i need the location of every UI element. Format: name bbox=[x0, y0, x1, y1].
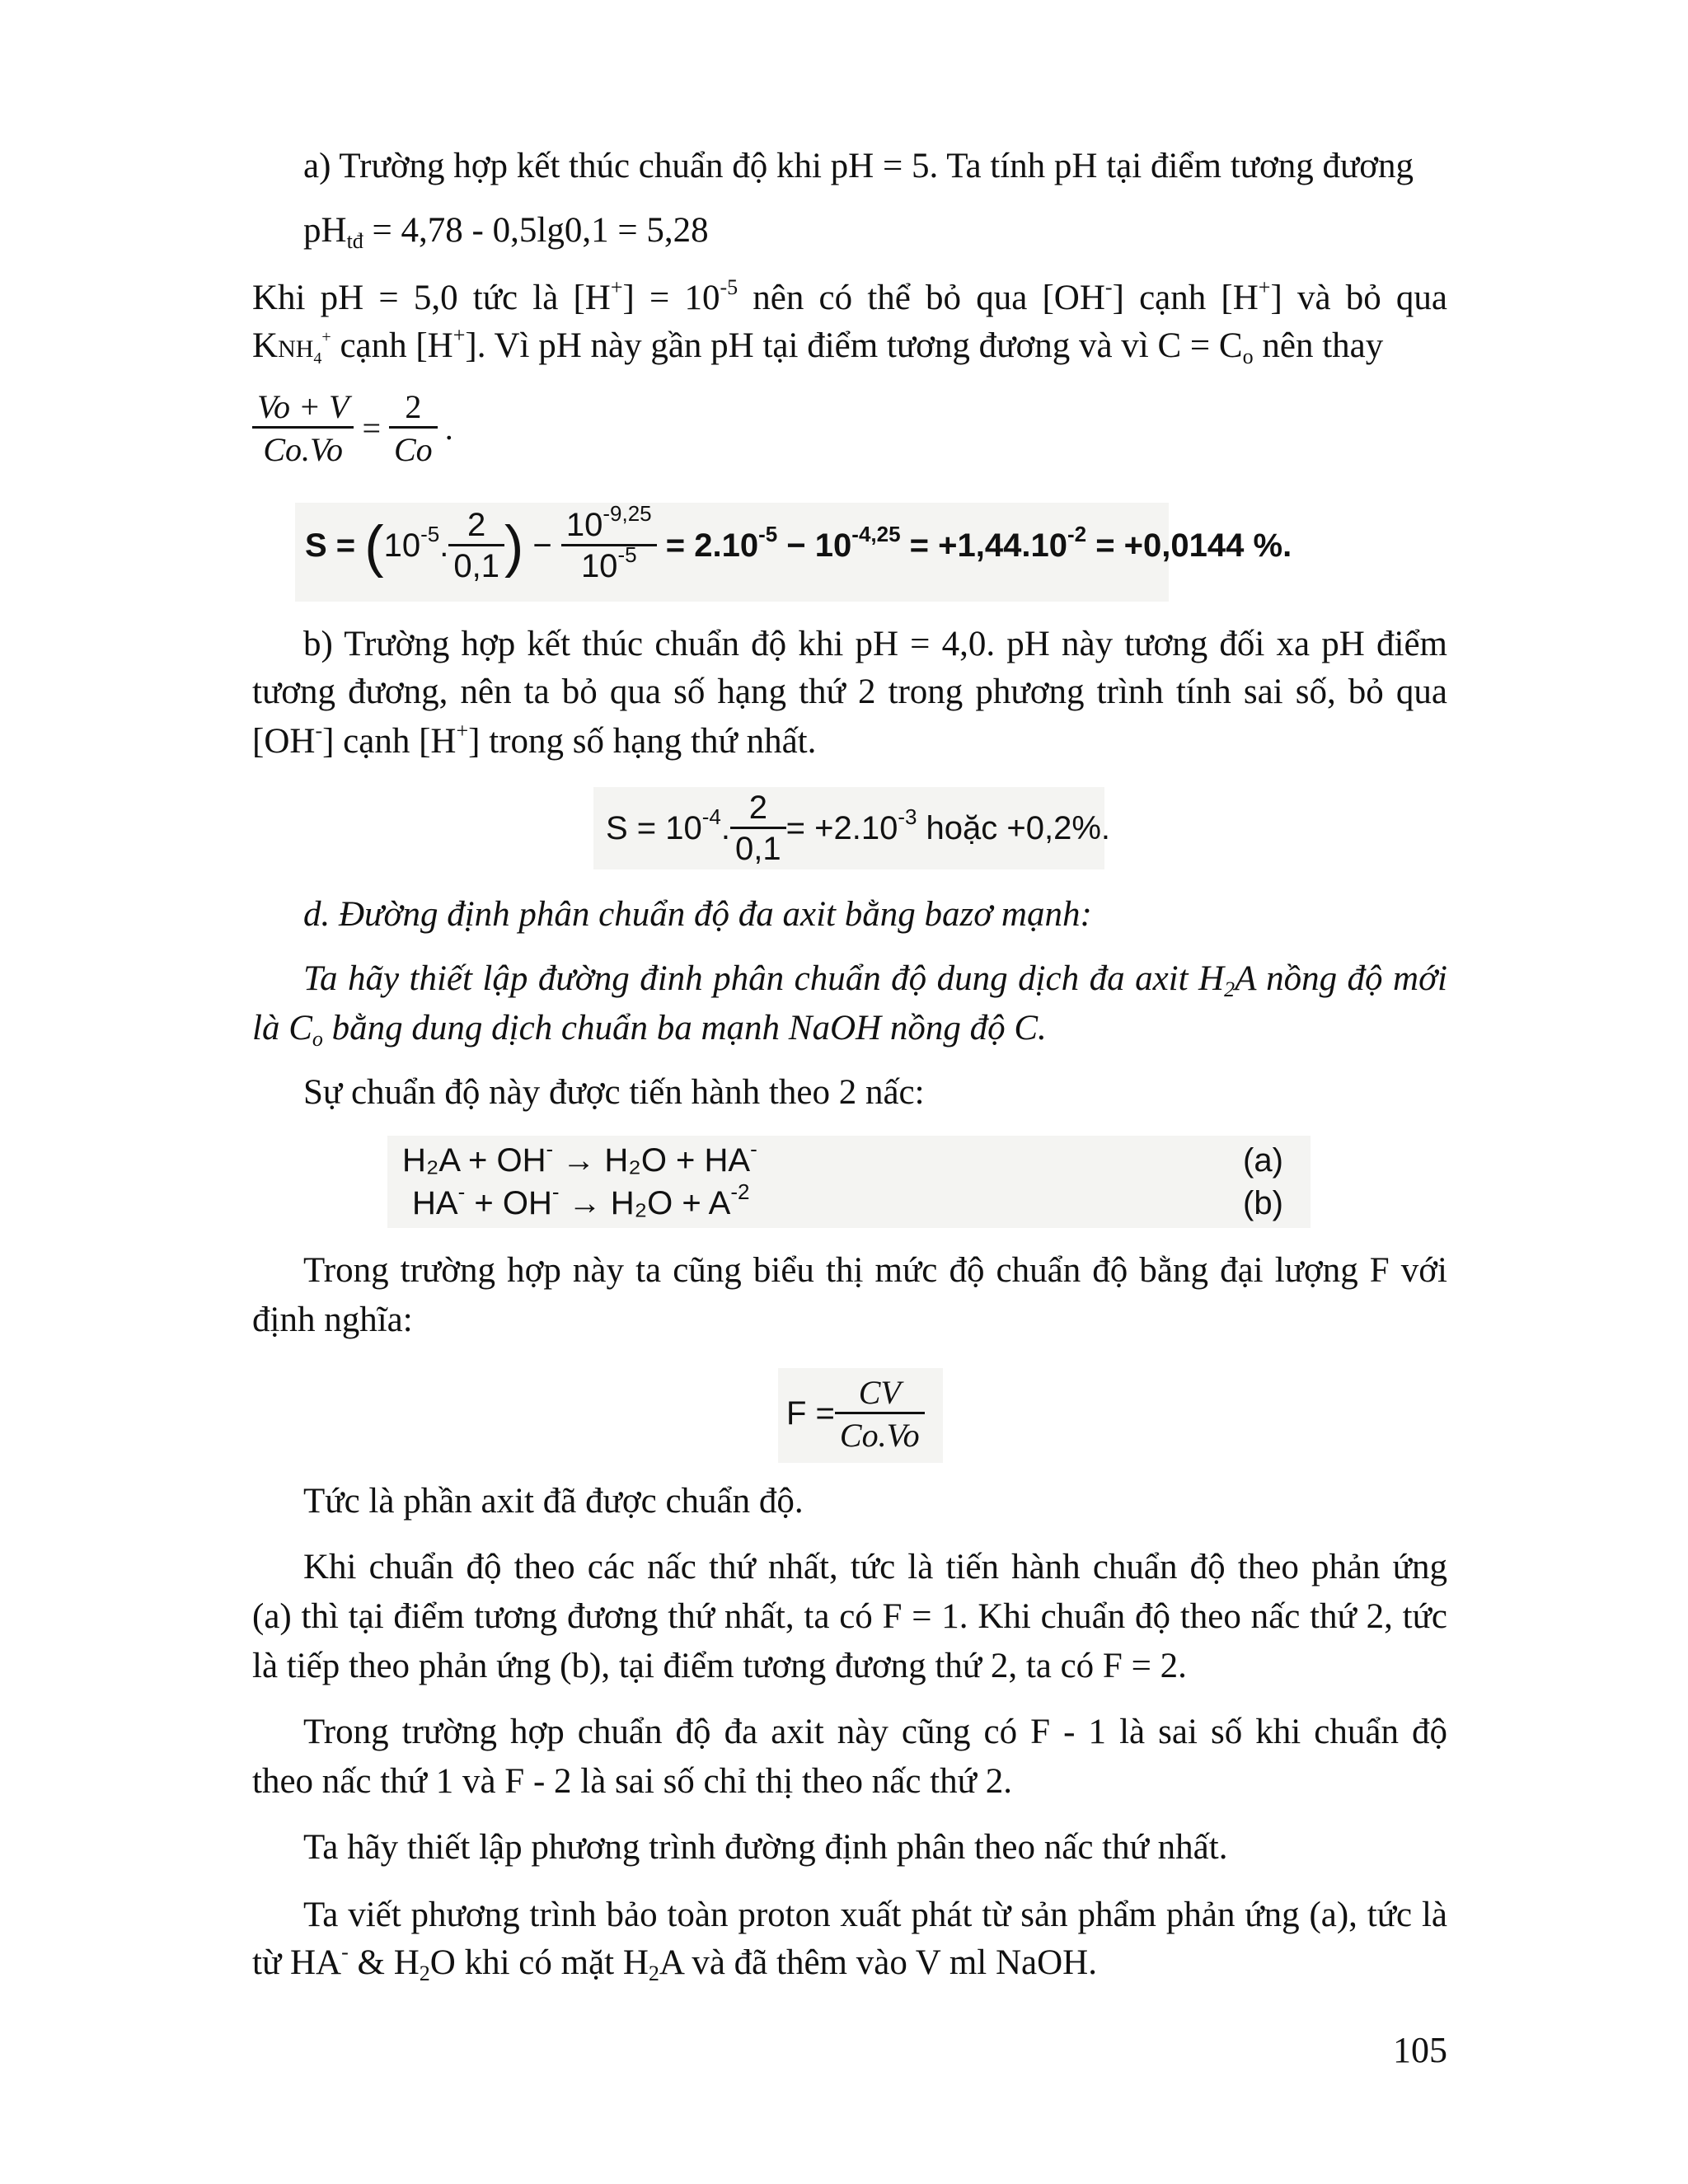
paragraph-line: là tiếp theo phản ứng (b), tại điểm tương đương thứ 2, ta có F = 2. bbox=[252, 1647, 1187, 1685]
paragraph-line: Sự chuẩn độ này được tiến hành theo 2 nấc: bbox=[303, 1073, 925, 1112]
paragraph-line: định nghĩa: bbox=[252, 1301, 413, 1339]
paragraph-line: Ta hãy thiết lập đường đinh phân chuẩn độ dung dịch đa axit $H_2A$ nồng độ mới bbox=[303, 959, 1447, 1001]
reaction-a-tag: (a) bbox=[1243, 1142, 1283, 1179]
section-a-intro: a) Trường hợp kết thúc chuẩn độ khi pH = 5. Ta tính pH tại điểm tương đương bbox=[303, 147, 1414, 185]
paragraph-line: Ta viết phương trình bảo toàn proton xuất phát từ sản phẩm phản ứng (a), tức là bbox=[303, 1896, 1447, 1934]
paragraph-line: $KNH_4^+$ cạnh [H+]. Vì pH này gần pH tại điểm tương đương và vì $C = C_o$ nên thay bbox=[252, 323, 1384, 368]
page-number: 105 bbox=[1393, 2030, 1447, 2070]
paragraph-line: b) Trường hợp kết thúc chuẩn độ khi pH = 4,0. pH này tương đối xa pH điểm bbox=[303, 625, 1447, 663]
error-equation-a: $S = (10^{-5}$. $\frac{2}{0,1}$ ) − $\frac{10^{-9,25}}{10^{-5}}$ = $2.10^{-5} - 10^{-4,25} = +1,44.10^{-2} = +0,0144$ %. bbox=[305, 501, 1292, 584]
paragraph-line: Ta hãy thiết lập phương trình đường định phân theo nấc thứ nhất. bbox=[303, 1828, 1228, 1867]
paragraph-line: [OH-] cạnh [H+] trong số hạng thứ nhất. bbox=[252, 719, 817, 761]
substitution-fraction: $\frac{Vo + V}{Co.Vo}$ = $\frac{2}{Co}$ . bbox=[252, 387, 454, 469]
reaction-b: $HA^- + OH^- \to H_2O + A^{-2}$ bbox=[412, 1179, 750, 1221]
paragraph-line: Trong trường hợp này ta cũng biểu thị mức độ chuẩn độ bằng đại lượng F với bbox=[303, 1251, 1447, 1290]
error-equation-b: $S = 10^{-4}$. $\frac{2}{0,1}$ = $+2.10^{-3}$ hoặc +0,2%. bbox=[606, 790, 1111, 867]
paragraph-line: Trong trường hợp chuẩn độ đa axit này cũng có F - 1 là sai số khi chuẩn độ bbox=[303, 1713, 1447, 1751]
paragraph-line: (a) thì tại điểm tương đương thứ nhất, ta có F = 1. Khi chuẩn độ theo nấc thứ 2, tức bbox=[252, 1597, 1447, 1636]
paragraph-line: tương đương, nên ta bỏ qua số hạng thứ 2 trong phương trình tính sai số, bỏ qua bbox=[252, 673, 1447, 711]
paragraph-line: theo nấc thứ 1 và F - 2 là sai số chỉ thị theo nấc thứ 2. bbox=[252, 1762, 1012, 1801]
reaction-a: H₂A + OH- → H₂O + HA- bbox=[402, 1137, 757, 1179]
paragraph-line: Tức là phần axit đã được chuẩn độ. bbox=[303, 1482, 804, 1521]
paragraph-line: Khi pH = 5,0 tức là $[H^+] = 10^{-5}$ nên có thể bỏ qua [OH-] cạnh [H+] và bỏ qua bbox=[252, 275, 1447, 317]
paragraph-line: Khi chuẩn độ theo các nấc thứ nhất, tức là tiến hành chuẩn độ theo phản ứng bbox=[303, 1548, 1447, 1586]
f-definition-formula: F = $\frac{CV}{Co.Vo}$ bbox=[786, 1373, 925, 1455]
reaction-b-tag: (b) bbox=[1243, 1185, 1283, 1221]
section-d-heading: d. Đường định phân chuẩn độ đa axit bằng bazơ mạnh: bbox=[303, 895, 1092, 934]
ph-equivalence-formula: $pH_{tđ} = 4,78 - 0,5\lg 0,1 = 5,28$ bbox=[303, 211, 709, 253]
paragraph-line: là $C_o$ bằng dung dịch chuẩn ba mạnh NaOH nồng độ C. bbox=[252, 1009, 1047, 1051]
paragraph-line: từ HA- & $H_2O$ khi có mặt $H_2A$ và đã thêm vào V ml NaOH. bbox=[252, 1940, 1097, 1985]
